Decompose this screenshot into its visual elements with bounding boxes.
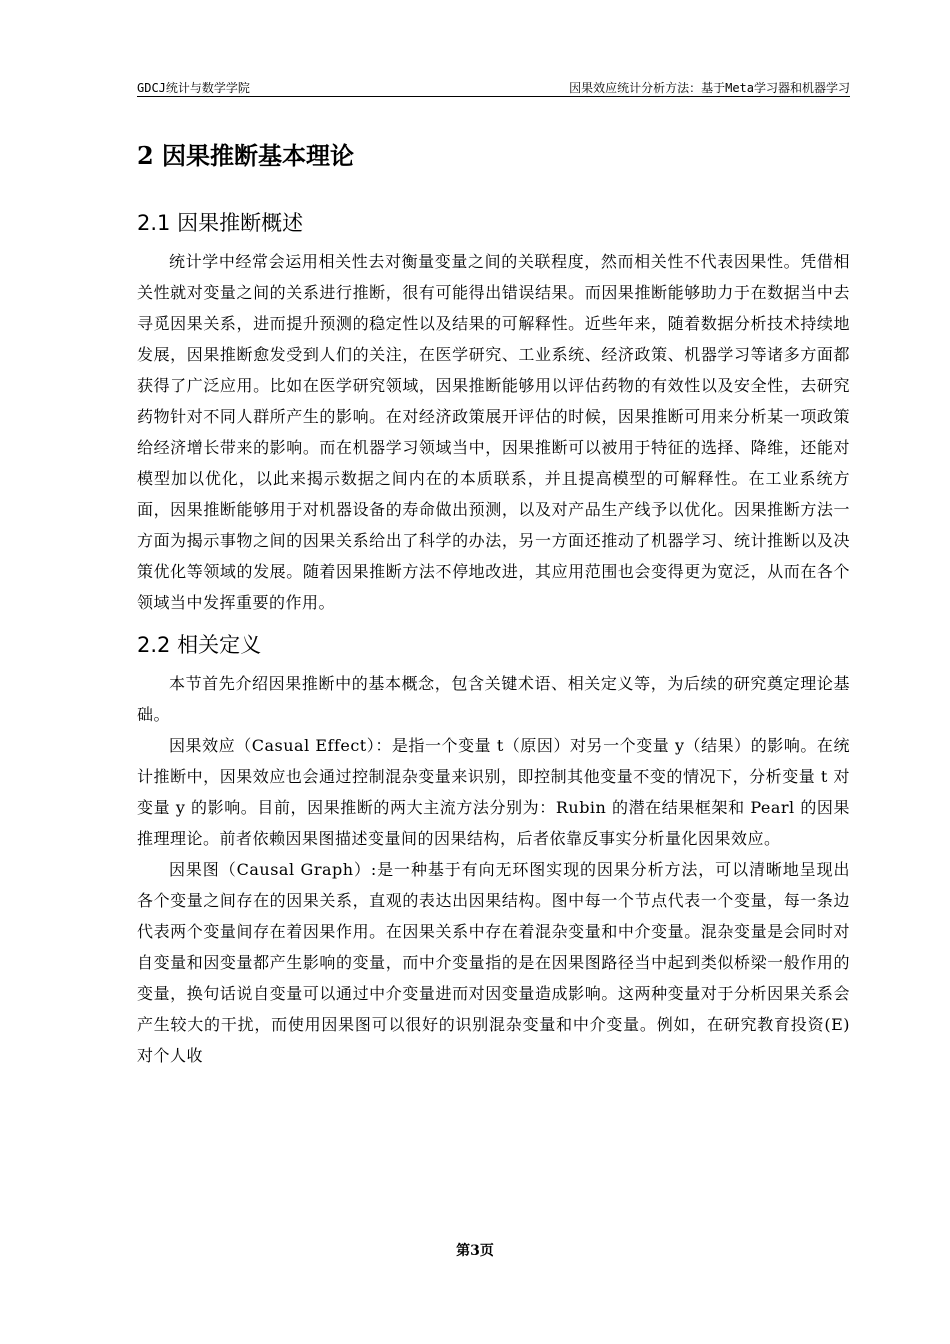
paragraph-intro: 本节首先介绍因果推断中的基本概念，包含关键术语、相关定义等，为后续的研究奠定理论基础。 [137, 674, 850, 724]
header-institution: GDCJ统计与数学学院 [137, 81, 250, 95]
paragraph-overview: 统计学中经常会运用相关性去对衡量变量之间的关联程度，然而相关性不代表因果性。凭借相关性就对变量之间的关系进行推断，很有可能得出错误结果。而因果推断能够助力于在数据当中去寻觅因果关系，进而提升预测的稳定性以及结果的可解释性。近些年来，随着数据分析技术持续地发展，因果推断愈发受到人们的关注，在医学研究、工业系统、经济政策、机器学习等诸多方面都获得了广泛应用。比如在医学研究领域，因果推断能够用以评估药物的有效性以及安全性，去研究药物针对不同人群所产生的影响。在对经济政策展开评估的时候，因果推断可用来分析某一项政策给经济增长带来的影响。而在机器学习领域当中，因果推断可以被用于特征的选择、降维，还能对模型加以优化，以此来揭示数据之间内在的本质联系，并且提高模型的可解释性。在工业系统方面，因果推断能够用于对机器设备的寿命做出预测，以及对产品生产线予以优化。因果推断方法一方面为揭示事物之间的因果关系给出了科学的办法，另一方面还推动了机器学习、统计推断以及决策优化等领域的发展。随着因果推断方法不停地改进，其应用范围也会变得更为宽泛，从而在各个领域当中发挥重要的作用。 [137, 252, 850, 612]
running-header [137, 80, 850, 97]
header-thesis-title: 因果效应统计分析方法：基于Meta学习器和机器学习 [569, 81, 850, 95]
page-body [137, 138, 850, 1071]
page-number: 第3页 [456, 1243, 494, 1259]
chapter-title: 2 因果推断基本理论 [137, 141, 355, 170]
section-title-2-2: 2.2 相关定义 [137, 633, 262, 657]
paragraph-causal-effect: 因果效应（Casual Effect）：是指一个变量 t（原因）对另一个变量 y（结果）的影响。在统计推断中，因果效应也会通过控制混杂变量来识别，即控制其他变量不变的情况下，分析变量 t 对变量 y 的影响。目前，因果推断的两大主流方法分别为：Rubin 的潜在结果框架和 Pearl 的因果推理理论。前者依赖因果图描述变量间的因果结构，后者依靠反事实分析量化因果效应。 [137, 736, 850, 848]
section-title-2-1: 2.1 因果推断概述 [137, 211, 304, 235]
paragraph-causal-graph: 因果图（Causal Graph）:是一种基于有向无环图实现的因果分析方法，可以清晰地呈现出各个变量之间存在的因果关系，直观的表达出因果结构。图中每一个节点代表一个变量，每一条边代表两个变量间存在着因果作用。在因果关系中存在着混杂变量和中介变量。混杂变量是会同时对自变量和因变量都产生影响的变量，而中介变量指的是在因果图路径当中起到类似桥梁一般作用的变量，换句话说自变量可以通过中介变量进而对因变量造成影响。这两种变量对于分析因果关系会产生较大的干扰，而使用因果图可以很好的识别混杂变量和中介变量。例如，在研究教育投资(E)对个人收 [137, 860, 850, 1065]
